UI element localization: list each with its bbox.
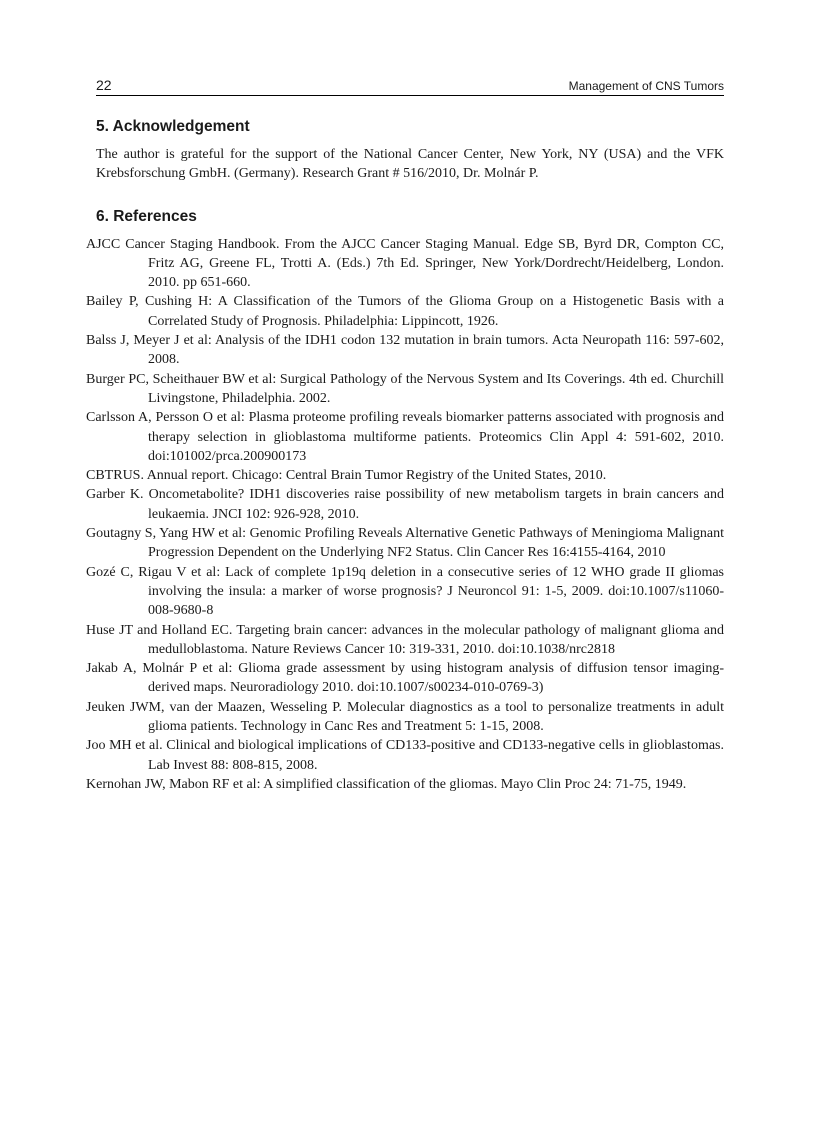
running-head bbox=[96, 76, 724, 96]
reference-item: Balss J, Meyer J et al: Analysis of the IDH1 codon 132 mutation in brain tumors. Acta Neuropath 116: 597-602, 2008. bbox=[86, 333, 724, 368]
acknowledgement-heading: 5. Acknowledgement bbox=[96, 118, 250, 135]
reference-item: Gozé C, Rigau V et al: Lack of complete 1p19q deletion in a consecutive series of 12 WHO grade II gliomas involving the insula: a marker of worse prognosis? J Neuroncol 91: 1-5, 2009. doi:10.1007/s11060-008-9680-8 bbox=[86, 564, 724, 619]
reference-item: Goutagny S, Yang HW et al: Genomic Profiling Reveals Alternative Genetic Pathways of Meningioma Malignant Progression Dependent on the Underlying NF2 Status. Clin Cancer Res 16:4155-4164, 2010 bbox=[86, 526, 724, 561]
reference-item: Carlsson A, Persson O et al: Plasma proteome profiling reveals biomarker patterns associated with prognosis and therapy selection in glioblastoma multiforme patients. Proteomics Clin Appl 4: 591-602, 2010. doi:101002/prca.200900173 bbox=[86, 410, 724, 464]
reference-item: Joo MH et al. Clinical and biological implications of CD133-positive and CD133-negative cells in glioblastomas. Lab Invest 88: 808-815, 2008. bbox=[86, 738, 724, 773]
reference-item: CBTRUS. Annual report. Chicago: Central Brain Tumor Registry of the United States, 2010. bbox=[86, 468, 607, 484]
references-heading: 6. References bbox=[96, 207, 197, 225]
reference-list bbox=[86, 235, 724, 795]
reference-item: AJCC Cancer Staging Handbook. From the AJCC Cancer Staging Manual. Edge SB, Byrd DR, Compton CC, Fritz AG, Greene FL, Trotti A. (Eds.) 7th Ed. Springer, New York/Dordrecht/Heidelberg, London. 2010. pp 651-660. bbox=[86, 236, 724, 291]
book-title: Management of CNS Tumors bbox=[568, 79, 724, 93]
reference-item: Huse JT and Holland EC. Targeting brain cancer: advances in the molecular pathology of malignant glioma and medulloblastoma. Nature Reviews Cancer 10: 319-331, 2010. doi:10.1038/nrc2818 bbox=[86, 622, 724, 657]
reference-item: Jeuken JWM, van der Maazen, Wesseling P. Molecular diagnostics as a tool to personalize treatments in adult glioma patients. Technology in Canc Res and Treatment 5: 1-15, 2008. bbox=[86, 699, 724, 735]
reference-item: Kernohan JW, Mabon RF et al: A simplified classification of the gliomas. Mayo Clin Proc 24: 71-75, 1949. bbox=[86, 776, 687, 792]
reference-item: Garber K. Oncometabolite? IDH1 discoveries raise possibility of new metabolism targets in brain cancers and leukaemia. JNCI 102: 926-928, 2010. bbox=[86, 487, 724, 522]
acknowledgement-body: The author is grateful for the support of the National Cancer Center, New York, NY (USA) and the VFK Krebsforschung GmbH. (Germany). Research Grant # 516/2010, Dr. Molnár P. bbox=[96, 147, 724, 182]
reference-item: Bailey P, Cushing H: A Classification of the Tumors of the Glioma Group on a Histogenetic Basis with a Correlated Study of Prognosis. Philadelphia: Lippincott, 1926. bbox=[86, 294, 724, 329]
reference-item: Jakab A, Molnár P et al: Glioma grade assessment by using histogram analysis of diffusion tensor imaging-derived maps. Neuroradiology 2010. doi:10.1007/s00234-010-0769-3) bbox=[86, 661, 724, 696]
page bbox=[86, 76, 724, 794]
page-number: 22 bbox=[96, 77, 112, 93]
reference-item: Burger PC, Scheithauer BW et al: Surgical Pathology of the Nervous System and Its Coverings. 4th ed. Churchill Livingstone, Philadelphia. 2002. bbox=[86, 371, 724, 406]
